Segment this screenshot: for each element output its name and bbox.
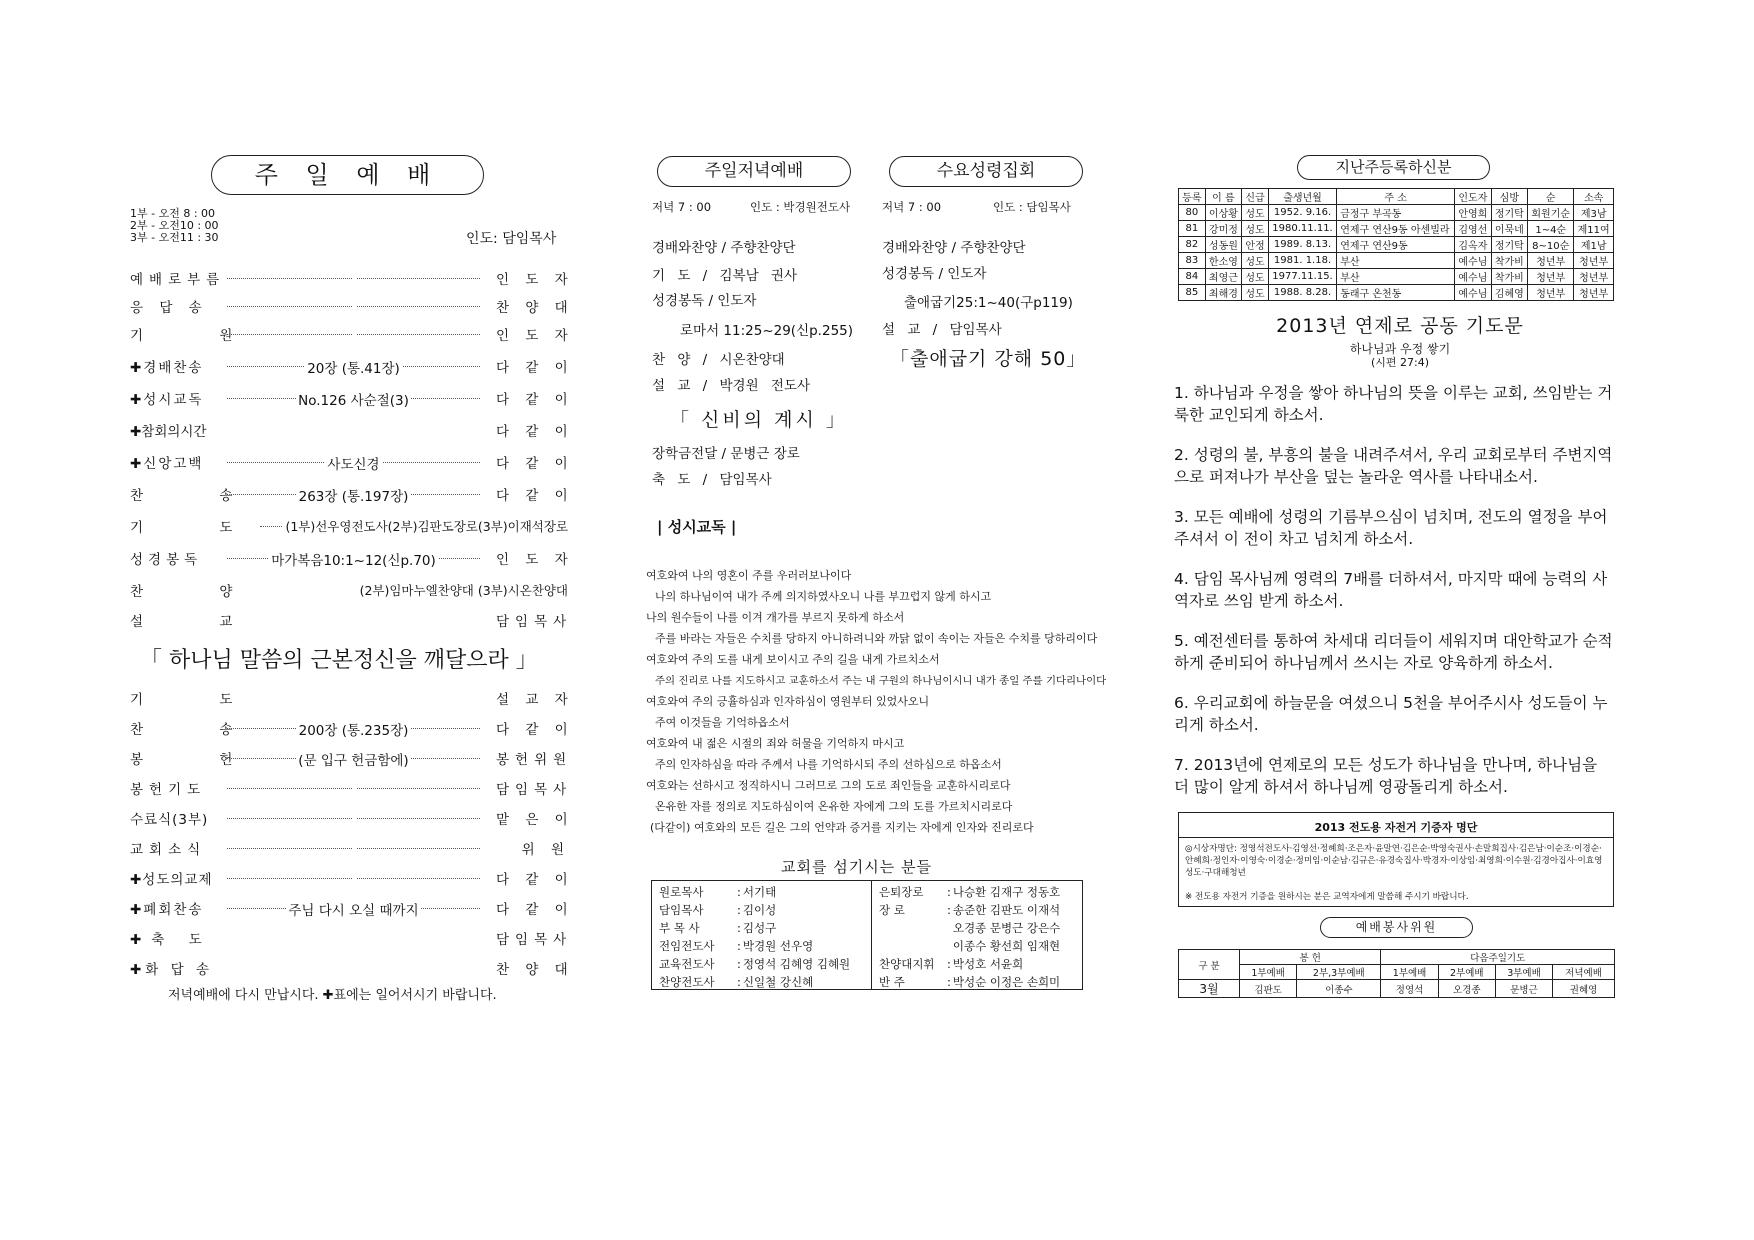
order-label: ✚성시교독	[130, 392, 204, 408]
order-person: 찬 양 대	[496, 962, 574, 978]
order-detail	[352, 269, 356, 285]
order-person: 인 도 자	[496, 328, 574, 344]
column-header: 봉 헌	[1240, 950, 1381, 965]
column-subheader: 2부예배	[1438, 965, 1495, 980]
order-person: 담임목사	[496, 782, 573, 798]
order-label: 찬 양	[130, 584, 269, 600]
order-row	[130, 296, 574, 318]
servant-role: 담임목사	[659, 903, 704, 917]
sermon-title: 「 하나님 말씀의 근본정신을 깨달으라 」	[140, 648, 538, 673]
psalm-line: 여호와여 내 젊은 시절의 죄와 허물을 기억하지 마시고	[646, 737, 905, 750]
order-person: 다 같 이	[496, 872, 574, 888]
order-row	[130, 778, 573, 800]
service-times	[130, 208, 219, 244]
evening-item: 성경봉독 / 인도자	[652, 293, 757, 309]
servant-role: 원로목사	[659, 885, 704, 899]
order-detail: No.126 사순절(3)	[298, 393, 409, 409]
evening-item: 축 도 / 담임목사	[652, 472, 772, 488]
service-volunteers-title: 예배봉사위원	[1320, 917, 1473, 938]
prayer-item: 7. 2013년에 연제로의 모든 성도가 하나님을 만나며, 하나님을 더 많이 알게 하셔서 하나님께 영광돌리게 하소서.	[1174, 756, 1598, 796]
column-subheader: 저녁예배	[1553, 965, 1615, 980]
servants-box	[651, 880, 1083, 990]
table-row: 82 성동원 안정 1989. 8.13. 연제구 연산9동 김옥자 정기탁 8~10순 제1남	[1179, 237, 1614, 253]
servant-names: 오경종 문병근 강은수	[952, 921, 1061, 935]
psalm-line: 여호와여 주의 도를 내게 보이시고 주의 길을 내게 가르치소서	[646, 653, 940, 666]
psalm-line: 여호와는 선하시고 정직하시니 그러므로 그의 도로 죄인들을 교훈하시리로다	[646, 779, 1011, 792]
order-row	[130, 928, 573, 950]
wednesday-sermon: 「출애굽기 강해 50」	[890, 348, 1087, 370]
order-row	[130, 958, 574, 980]
column-header: 이 름	[1205, 189, 1241, 205]
wednesday-time: 저녁 7 : 00	[882, 200, 942, 214]
order-detail: 200장 (통.235장)	[298, 723, 409, 739]
order-person: 다 같 이	[496, 902, 574, 918]
order-row	[130, 484, 574, 506]
order-person: 다 같 이	[496, 392, 574, 408]
order-person: 담임목사	[496, 614, 573, 630]
prayer-item: 6. 우리교회에 하늘문을 여셨으니 5천을 부어주시사 성도들이 누리게 하소서.	[1174, 694, 1608, 734]
servant-role: 은퇴장로	[879, 885, 924, 899]
order-person: 다 같 이	[496, 488, 574, 504]
order-person: 인 도 자	[496, 552, 574, 568]
order-row	[130, 718, 574, 740]
servant-role: 찬양전도사	[659, 975, 715, 989]
order-label: 교회소식	[130, 842, 207, 858]
service-volunteers-table	[1178, 949, 1615, 998]
prayer-item: 5. 예전센터를 통하여 차세대 리더들이 세워지며 대안학교가 순적하게 준비되어 하나님께서 쓰시는 자로 양육하게 하소서.	[1174, 632, 1613, 672]
evening-item: 기 도 / 김복남 권사	[652, 268, 798, 284]
order-label: 봉 헌	[130, 752, 269, 768]
order-label: ✚경배찬송	[130, 360, 204, 376]
servant-role	[878, 937, 946, 955]
order-row	[130, 324, 574, 346]
order-person: 담임목사	[496, 932, 573, 948]
evening-sermon: 「 신비의 계시 」	[670, 409, 848, 431]
order-person: 설 교 자	[496, 692, 574, 708]
order-row	[130, 452, 574, 474]
column-header: 순	[1528, 189, 1574, 205]
column-header: 주 소	[1337, 189, 1455, 205]
column-header: 구 분	[1179, 950, 1240, 980]
order-row	[130, 268, 574, 290]
order-row	[130, 420, 574, 442]
table-row: 84 최영근 성도 1977.11.15. 부산 예수님 착가비 청년부 청년부	[1179, 269, 1614, 285]
order-label: 성경봉독	[130, 552, 203, 568]
wednesday-item: 성경봉독 / 인도자	[882, 266, 987, 282]
order-label: 기 원	[130, 328, 269, 344]
servant-names: 나승환 김재구 정동호	[952, 885, 1061, 899]
order-label: ✚성도의교제	[130, 872, 213, 888]
servant-role: 장 로	[879, 903, 905, 917]
column-subheader: 1부예배	[1240, 965, 1297, 980]
column-header: 소속	[1574, 189, 1614, 205]
left-footer-note: 저녁예배에 다시 만납시다. ✚표에는 일어서시기 바랍니다.	[168, 988, 497, 1003]
psalm-line: 주의 인자하심을 따라 주께서 나를 기억하시되 주의 선하심으로 하옵소서	[655, 758, 1002, 771]
order-row	[130, 808, 574, 830]
order-row	[130, 388, 574, 410]
order-label: 기 도	[130, 520, 269, 536]
order-label: ✚화 답 송	[130, 962, 214, 978]
newcomers-title: 지난주등록하신분	[1297, 155, 1490, 180]
order-label: 기 도	[130, 692, 269, 708]
order-detail: 263장 (통.197장)	[298, 489, 409, 505]
order-person: 다 같 이	[496, 722, 574, 738]
servant-names: 박경원 선우영	[742, 939, 814, 953]
psalm-line: 온유한 자를 정의로 지도하심이여 온유한 자에게 그의 도를 가르치시리로다	[655, 800, 1013, 813]
column-header: 심방	[1491, 189, 1527, 205]
order-detail	[352, 325, 356, 341]
psalm-line: (다같이) 여호와의 모든 길은 그의 언약과 증거를 지키는 자에게 인자와 진리로다	[650, 821, 1034, 834]
order-detail	[352, 809, 356, 825]
order-row	[130, 898, 574, 920]
psalm-line: 주의 진리로 나를 지도하시고 교훈하소서 주는 내 구원의 하나님이시니 내가 종일 주를 기다리나이다	[655, 675, 1107, 687]
order-person: 맡 은 이	[496, 812, 574, 828]
prayer-item: 2. 성령의 불, 부흥의 불을 내려주셔서, 우리 교회로부터 주변지역으로 퍼져나가 부산을 덮는 놀라운 역사를 나타내소서.	[1174, 446, 1613, 486]
servant-role: 부 목 사	[659, 921, 700, 935]
prayer-subtitle: 하나님과 우정 쌓기	[1349, 342, 1451, 356]
month-cell: 3월	[1179, 980, 1240, 998]
evening-item: 장학금전달 / 문병근 장로	[652, 446, 800, 462]
column-subheader: 1부예배	[1381, 965, 1438, 980]
order-detail	[352, 869, 356, 885]
order-detail: 사도신경	[327, 457, 380, 473]
donors-title: 2013 전도용 자전거 기증자 명단	[1314, 821, 1478, 834]
donors-box	[1178, 812, 1614, 907]
servants-title: 교회를 섬기시는 분들	[781, 858, 932, 876]
service-time-2: 2부 - 오전10 : 00	[130, 219, 219, 232]
order-label: 응 답 송	[130, 300, 208, 316]
order-detail	[352, 839, 356, 855]
evening-item: 설 교 / 박경원 전도사	[652, 378, 811, 394]
prayer-reference: (시편 27:4)	[1370, 356, 1430, 369]
prayer-item: 4. 담임 목사님께 영력의 7배를 더하셔서, 마지막 때에 능력의 사역자로 쓰임 받게 하소서.	[1174, 570, 1608, 610]
evening-service-title: 주일저녁예배	[657, 156, 851, 187]
servant-names: 서기태	[742, 885, 777, 899]
wednesday-item: 경배와찬양 / 주향찬양단	[882, 240, 1026, 256]
servant-role	[878, 919, 946, 937]
order-label: 찬 송	[130, 488, 269, 504]
servant-names: 김이성	[742, 903, 777, 917]
servant-role: 반 주	[879, 975, 905, 989]
table-row: 83 한소영 성도 1981. 1.18. 부산 예수님 착가비 청년부 청년부	[1179, 253, 1614, 269]
servants-right-list: 은퇴장로 : 나승환 김재구 정동호 장 로 : 송준한 김판도 이재석 오경종 문병근 강은수 이종수 황선희 임재현 찬양대지휘 : 박성호 서윤희 반 주 : 박성순 이정은 손희미	[879, 885, 1061, 989]
order-person: 다 같 이	[496, 360, 574, 376]
servant-names: 신일철 강신혜	[742, 975, 814, 989]
order-detail: (문 입구 헌금함에)	[298, 753, 409, 769]
order-row	[130, 516, 570, 538]
psalm-line: 주를 바라는 자들은 수치를 당하지 아니하려니와 까닭 없이 속이는 자들은 수치를 당하리이다	[655, 632, 1098, 645]
order-row	[130, 580, 570, 602]
sunday-service-title: 주 일 예 배	[211, 155, 484, 195]
order-row	[130, 610, 573, 632]
service-leader: 인도: 담임목사	[466, 231, 557, 247]
order-person: 인 도 자	[496, 272, 574, 288]
order-row	[130, 688, 574, 710]
wednesday-item: 설 교 / 담임목사	[882, 322, 1002, 338]
evening-time: 저녁 7 : 00	[652, 200, 712, 214]
evening-leader: 인도 : 박경원전도사	[750, 200, 851, 214]
order-label: 예배로부름	[130, 272, 226, 288]
column-header: 인도자	[1455, 189, 1491, 205]
order-detail: (1부)선우영전도사(2부)김판도장로(3부)이재석장로	[285, 519, 568, 534]
order-row	[130, 748, 573, 770]
order-of-worship	[130, 268, 574, 630]
order-row	[130, 868, 574, 890]
servant-names: 김성구	[742, 921, 777, 935]
table-header-row	[1179, 189, 1614, 205]
order-detail	[352, 297, 356, 313]
order-label: ✚신앙고백	[130, 456, 204, 472]
order-label: ✚참회의시간	[130, 424, 207, 440]
table-row: 80 이상황 성도 1952. 9.16. 금정구 부곡동 안영희 정기탁 회원기순 제3남	[1179, 205, 1614, 221]
servant-role: 찬양대지휘	[879, 957, 935, 971]
psalm-line: 여호와여 나의 영혼이 주를 우러러보나이다	[646, 569, 852, 582]
newcomers-table	[1178, 188, 1614, 301]
service-time-3: 3부 - 오전11 : 30	[130, 231, 219, 244]
order-person: 다 같 이	[496, 456, 574, 472]
column-header: 출생년월	[1268, 189, 1336, 205]
order-detail: 20장 (통.41장)	[307, 361, 400, 377]
table-row: 85 최해경 성도 1988. 8.28. 동래구 온천동 예수님 김혜영 청년부 청년부	[1179, 285, 1614, 301]
servant-names: 송준한 김판도 이재석	[952, 903, 1061, 917]
service-time-1: 1부 - 오전 8 : 00	[130, 207, 216, 220]
evening-item: 경배와찬양 / 주향찬양단	[652, 240, 796, 256]
prayer-title: 2013년 연제로 공동 기도문	[1276, 315, 1524, 337]
prayer-item: 3. 모든 예배에 성령의 기름부으심이 넘치며, 전도의 열정을 부어주셔서 이 전이 차고 넘치게 하소서.	[1174, 508, 1608, 548]
donors-note: ※ 전도용 자전거 기증을 원하시는 분은 교역자에게 말씀해 주시기 바랍니다.	[1185, 892, 1469, 902]
servant-names: 정영석 김혜영 김혜원	[742, 957, 851, 971]
servant-names: 박성순 이정은 손희미	[952, 975, 1061, 989]
order-detail: 마가복음10:1~12(신p.70)	[271, 553, 436, 569]
servants-left-list: 원로목사 : 서기태 담임목사 : 김이성 부 목 사 : 김성구 전임전도사 : 박경원 선우영 교육전도사 : 정영석 김혜영 김혜원 찬양전도사 : 신일철 강신혜	[659, 885, 851, 989]
psalm-line: 주여 이것들을 기억하옵소서	[655, 716, 790, 729]
order-person: 봉헌위원	[496, 752, 573, 768]
psalm-line: 나의 원수들이 나를 이겨 개가를 부르지 못하게 하소서	[646, 611, 905, 624]
order-row	[130, 838, 570, 860]
order-person: 위 원	[521, 842, 570, 858]
order-person: 찬 양 대	[496, 300, 574, 316]
servant-role: 교육전도사	[659, 957, 715, 971]
donors-list: ◎시상자명단: 정영석전도사·김영선·정혜희·조은자·윤말연·김은순·박영숙권사·손말희집사·김은남·이순조·이경순·안혜희·정인자·이영숙·이경순·정미임·이순남·김규은·유경숙집사·박경자·이상임·최영희·이수원·김경아집사·이효영성도·구대해청년	[1185, 844, 1603, 878]
servant-names: 박성호 서윤희	[952, 957, 1024, 971]
column-subheader: 2부,3부예배	[1297, 965, 1381, 980]
order-detail	[352, 779, 356, 795]
order-row	[130, 548, 574, 570]
table-row: 3월 김판도 이종수 정영석 오경종 문병근 권혜영	[1179, 980, 1615, 998]
order-detail: (2부)임마누엘찬양대 (3부)시온찬양대	[359, 583, 568, 598]
servant-role: 전임전도사	[659, 939, 715, 953]
servant-names: 이종수 황선희 임재현	[952, 939, 1061, 953]
psalm-line: 나의 하나님이여 내가 주께 의지하였사오니 나를 부끄럽지 않게 하시고	[655, 590, 992, 603]
evening-scripture: 로마서 11:25~29(신p.255)	[680, 323, 854, 339]
order-person: 다 같 이	[496, 424, 574, 440]
wednesday-leader: 인도 : 담임목사	[993, 200, 1071, 214]
psalm-line: 여호와여 주의 긍휼하심과 인자하심이 영원부터 있었사오니	[646, 695, 930, 708]
table-row: 81 강미정 성도 1980.11.11. 연제구 연산9동 아센빌라 김영선 이묵네 1~4순 제11여	[1179, 221, 1614, 237]
order-label: ✚폐회찬송	[130, 902, 204, 918]
column-header: 신급	[1242, 189, 1269, 205]
evening-item: 찬 양 / 시온찬양대	[652, 352, 785, 368]
order-label: 수료식(3부)	[130, 812, 209, 828]
column-subheader: 3부예배	[1495, 965, 1552, 980]
column-header: 등록	[1179, 189, 1206, 205]
order-label: 찬 송	[130, 722, 269, 738]
order-label: 설 교	[130, 614, 269, 630]
wednesday-service-title: 수요성령집회	[889, 156, 1083, 187]
order-label: 봉헌기도	[130, 782, 207, 798]
wednesday-scripture: 출애굽기25:1~40(구p119)	[904, 295, 1073, 311]
order-row	[130, 356, 574, 378]
order-of-worship-after-sermon	[130, 688, 574, 988]
column-header: 다음주일기도	[1381, 950, 1615, 965]
order-detail: 주님 다시 오실 때까지	[288, 903, 419, 919]
psalm-title: | 성시교독 |	[657, 518, 737, 536]
prayer-item: 1. 하나님과 우정을 쌓아 하나님의 뜻을 이루는 교회, 쓰임받는 거룩한 교인되게 하소서.	[1174, 384, 1613, 424]
order-label: ✚축 도	[130, 932, 212, 948]
